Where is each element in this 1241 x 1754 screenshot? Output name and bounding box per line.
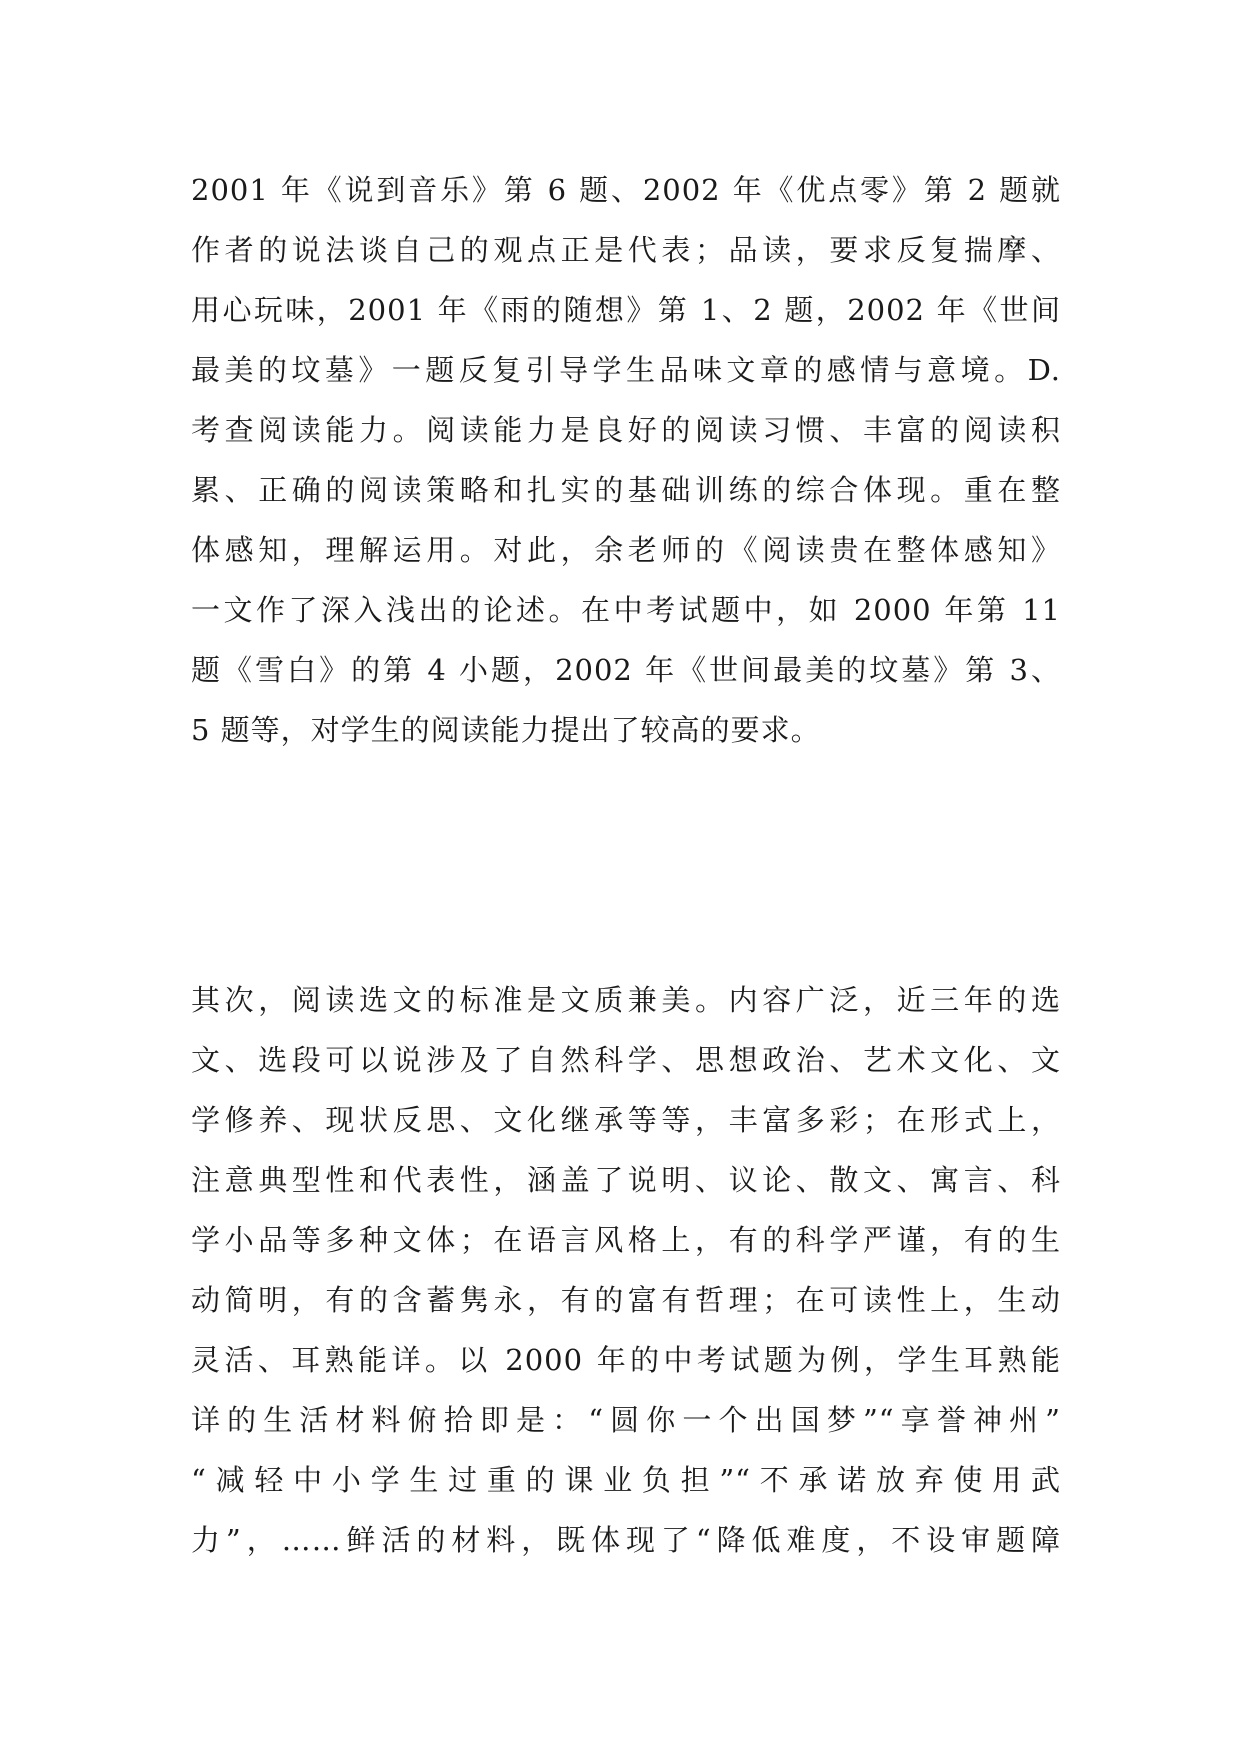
text-line: 文、选段可以说涉及了自然科学、思想政治、艺术文化、文 (191, 1043, 1061, 1077)
text-line: 作者的说法谈自己的观点正是代表；品读，要求反复揣摩、 (191, 233, 1061, 267)
text-line: 累、正确的阅读策略和扎实的基础训练的综合体现。重在整 (191, 473, 1061, 507)
text-line: 题《雪白》的第 4 小题，2002 年《世间最美的坟墓》第 3、 (191, 653, 1061, 687)
text-line: 灵活、耳熟能详。以 2000 年的中考试题为例，学生耳熟能 (191, 1343, 1061, 1377)
text-line: 其次，阅读选文的标准是文质兼美。内容广泛，近三年的选 (191, 983, 1061, 1017)
text-line: 用心玩味，2001 年《雨的随想》第 1、2 题，2002 年《世间 (191, 293, 1061, 327)
paragraph-2 (191, 970, 1061, 1570)
text-line: 力”，……鲜活的材料，既体现了“降低难度，不设审题障 (191, 1523, 1061, 1557)
text-line: 5 题等，对学生的阅读能力提出了较高的要求。 (191, 713, 821, 747)
text-line: “减轻中小学生过重的课业负担”“不承诺放弃使用武 (191, 1463, 1061, 1497)
text-line: 注意典型性和代表性，涵盖了说明、议论、散文、寓言、科 (191, 1163, 1061, 1197)
text-line: 2001 年《说到音乐》第 6 题、2002 年《优点零》第 2 题就 (191, 173, 1061, 207)
text-line: 体感知，理解运用。对此，余老师的《阅读贵在整体感知》 (191, 533, 1061, 567)
text-line: 最美的坟墓》一题反复引导学生品味文章的感情与意境。D. (191, 353, 1061, 387)
text-line: 一文作了深入浅出的论述。在中考试题中，如 2000 年第 11 (191, 593, 1061, 627)
text-line: 动简明，有的含蓄隽永，有的富有哲理；在可读性上，生动 (191, 1283, 1061, 1317)
text-line: 学修养、现状反思、文化继承等等，丰富多彩；在形式上， (191, 1103, 1061, 1137)
text-line: 详的生活材料俯拾即是：“圆你一个出国梦”“享誉神州” (191, 1403, 1061, 1437)
text-line: 考查阅读能力。阅读能力是良好的阅读习惯、丰富的阅读积 (191, 413, 1061, 447)
text-line: 学小品等多种文体；在语言风格上，有的科学严谨，有的生 (191, 1223, 1061, 1257)
paragraph-1 (191, 160, 1061, 760)
